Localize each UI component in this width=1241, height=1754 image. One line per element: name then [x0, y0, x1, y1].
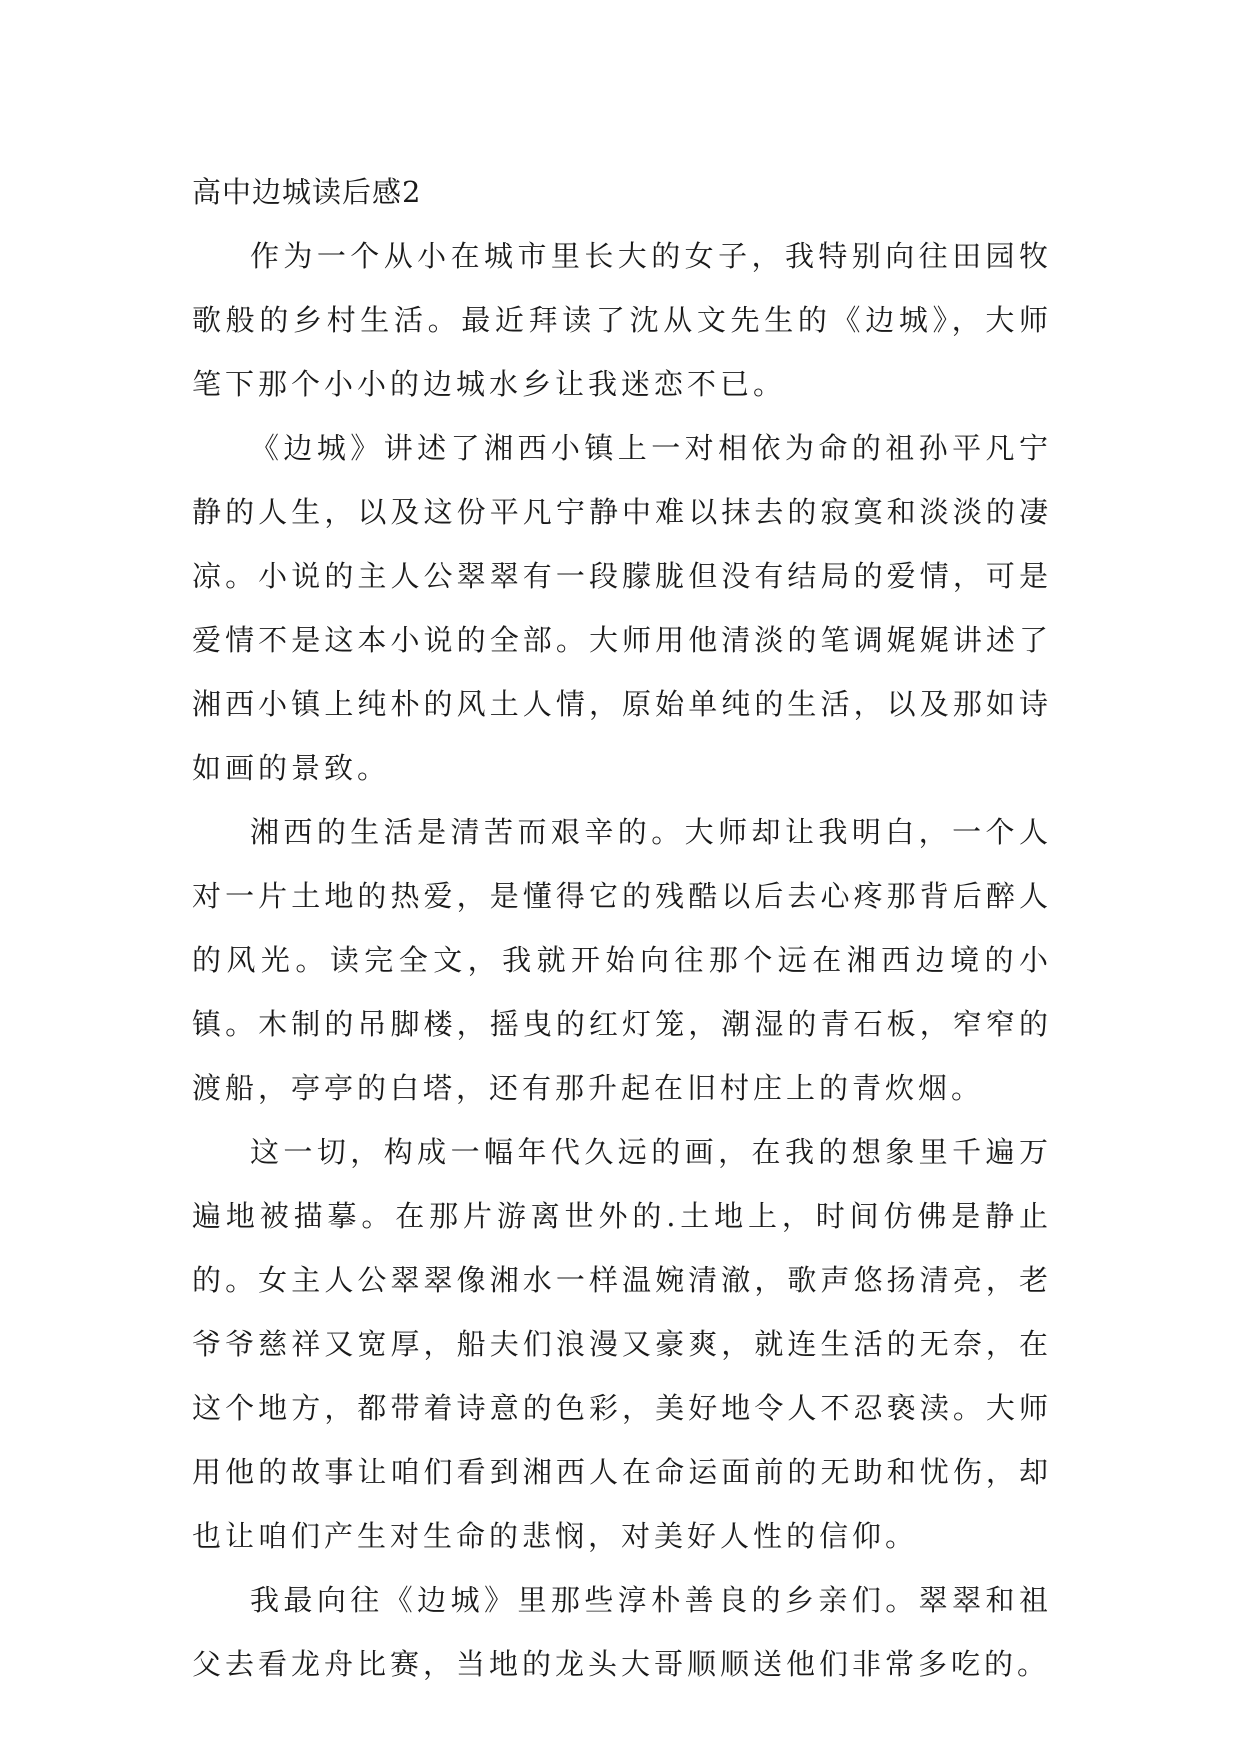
document-title: 高中边城读后感2 [192, 175, 422, 209]
paragraph-4: 这一切，构成一幅年代久远的画，在我的想象里千遍万遍地被描摹。在那片游离世外的.土地上，时间仿佛是静止的。女主人公翠翠像湘水一样温婉清澈，歌声悠扬清亮，老爷爷慈祥又宽厚，船夫们浪漫又豪爽，就连生活的无奈，在这个地方，都带着诗意的色彩，美好地令人不忍亵渎。大师用他的故事让咱们看到湘西人在命运面前的无助和忧伤，却也让咱们产生对生命的悲悯，对美好人性的信仰。 [192, 1135, 1052, 1553]
paragraph-1: 作为一个从小在城市里长大的女子，我特别向往田园牧歌般的乡村生活。最近拜读了沈从文先生的《边城》，大师笔下那个小小的边城水乡让我迷恋不已。 [192, 239, 1052, 401]
document-page [192, 160, 1052, 1696]
paragraph-3: 湘西的生活是清苦而艰辛的。大师却让我明白，一个人对一片土地的热爱，是懂得它的残酷以后去心疼那背后醉人的风光。读完全文，我就开始向往那个远在湘西边境的小镇。木制的吊脚楼，摇曳的红灯笼，潮湿的青石板，窄窄的渡船，亭亭的白塔，还有那升起在旧村庄上的青炊烟。 [192, 815, 1052, 1105]
paragraph-2: 《边城》讲述了湘西小镇上一对相依为命的祖孙平凡宁静的人生，以及这份平凡宁静中难以抹去的寂寞和淡淡的凄凉。小说的主人公翠翠有一段朦胧但没有结局的爱情，可是爱情不是这本小说的全部。大师用他清淡的笔调娓娓讲述了湘西小镇上纯朴的风土人情，原始单纯的生活，以及那如诗如画的景致。 [192, 431, 1052, 785]
paragraph-5: 我最向往《边城》里那些淳朴善良的乡亲们。翠翠和祖父去看龙舟比赛，当地的龙头大哥顺顺送他们非常多吃的。 [192, 1583, 1052, 1681]
